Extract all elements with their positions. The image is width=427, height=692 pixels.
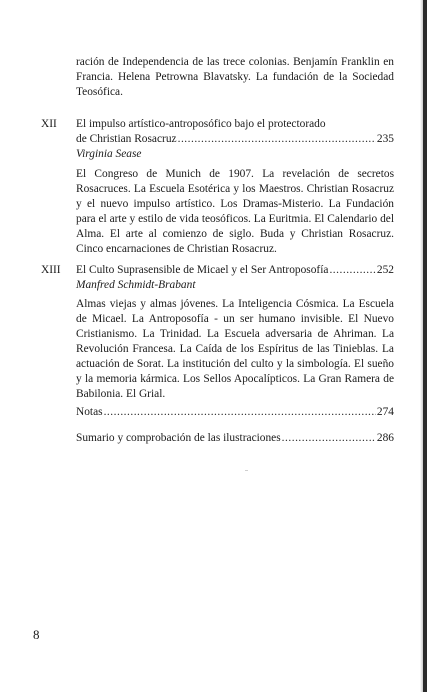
page-edge <box>423 0 427 692</box>
summary-page: 286 <box>376 432 394 444</box>
chapter-xii-summary: El Congreso de Munich de 1907. La revelación de secretos Rosacruces. La Escuela Esotérica y los Maestros. Christian Rosacruz y el nuevo impulso artístico. Los Dramas-Misterio. La Fundación para el arte y estilo de vida teosóficos. La Euritmia. El Calendario del Alma. El arte al comienzo de siglo. Buda y Christian Rosacruz. Cinco encarnaciones de Christian Rosacruz. <box>76 168 394 255</box>
chapter-xii-entry <box>76 117 394 162</box>
chapter-xiii-leader-dots <box>329 263 375 278</box>
chapter-xii-title-line2: de Christian Rosacruz <box>76 133 177 145</box>
summary-leader <box>76 431 394 446</box>
notes-label: Notas <box>76 406 103 418</box>
chapter-xii-title-line1: El impulso artístico-antroposófico bajo el protectorado <box>76 118 326 130</box>
chapter-xii-page: 235 <box>376 133 394 145</box>
notes-leader-dots <box>104 405 376 420</box>
chapter-xii-author: Virginia Sease <box>76 148 142 160</box>
chapter-xiii-title: El Culto Suprasensible de Micael y el Ser Antroposofía <box>76 264 329 276</box>
chapter-xii-leader-dots <box>178 132 376 147</box>
intro-paragraph: ración de Independencia de las trece colonias. Benjamín Franklin en Francia. Helena Petrowna Blavatsky. La fundación de la Sociedad Teosófica. <box>76 56 394 98</box>
summary-leader-dots <box>282 431 376 446</box>
chapter-xiii-page: 252 <box>376 264 394 276</box>
paper-smudge <box>245 470 248 471</box>
notes-entry <box>76 405 394 420</box>
chapter-xiii-author: Manfred Schmidt-Brabant <box>76 279 196 291</box>
summary-label: Sumario y comprobación de las ilustraciones <box>76 432 281 444</box>
chapter-xiii-numeral: XIII <box>41 264 61 276</box>
chapter-xiii-title-leader <box>76 263 394 278</box>
notes-leader <box>76 405 394 420</box>
summary-entry <box>76 431 394 446</box>
chapter-xii-title-leader <box>76 132 394 147</box>
chapter-xii-numeral: XII <box>41 118 57 130</box>
page-number: 8 <box>33 627 40 642</box>
notes-page: 274 <box>376 406 394 418</box>
chapter-xiii-summary: Almas viejas y almas jóvenes. La Inteligencia Cósmica. La Escuela de Micael. La Antroposofía - un ser humano invisible. El Nuevo Cristianismo. La Trinidad. La Escuela adversaria de Ahriman. La Revolución Francesa. La Caída de los Espíritus de las Tinieblas. La actuación de Sorat. La institución del culto y la simbología. El sueño y la memoria kármica. Los Sellos Apocalípticos. La Gran Ramera de Babilonia. El Grial. <box>76 298 394 400</box>
chapter-xiii-entry <box>76 263 394 293</box>
